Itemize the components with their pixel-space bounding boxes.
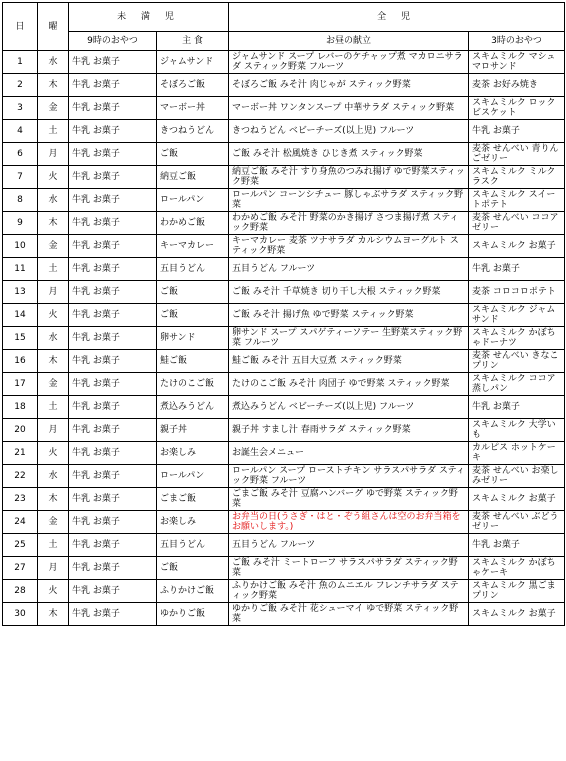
- day-cell: 8: [3, 189, 38, 212]
- three-oclock-snack-cell: スキムミルク お菓子: [469, 603, 565, 626]
- day-cell: 7: [3, 166, 38, 189]
- three-oclock-snack-cell: スキムミルク 黒ごまプリン: [469, 580, 565, 603]
- main-food-cell: お楽しみ: [157, 511, 229, 534]
- nine-oclock-snack-cell: 牛乳 お菓子: [69, 534, 157, 557]
- weekday-cell: 金: [38, 511, 69, 534]
- header-main-food: 主 食: [157, 32, 229, 51]
- three-oclock-snack-cell: スキムミルク ロックビスケット: [469, 97, 565, 120]
- lunch-menu-cell: ご飯 みそ汁 揚げ魚 ゆで野菜 スティック野菜: [229, 304, 469, 327]
- lunch-menu-cell: キーマカレー 麦茶 ツナサラダ カルシウムヨーグルト スティック野菜: [229, 235, 469, 258]
- weekday-cell: 土: [38, 258, 69, 281]
- weekday-cell: 木: [38, 74, 69, 97]
- lunch-menu-cell: わかめご飯 みそ汁 野菜のかき揚げ さつま揚げ煮 スティック野菜: [229, 212, 469, 235]
- weekday-cell: 木: [38, 488, 69, 511]
- three-oclock-snack-cell: 牛乳 お菓子: [469, 120, 565, 143]
- lunch-menu-cell: ロールパン コーンシチュー 豚しゃぶサラダ スティック野菜: [229, 189, 469, 212]
- header-lunch-menu: お昼の献立: [229, 32, 469, 51]
- table-row: [3, 166, 565, 189]
- day-cell: 30: [3, 603, 38, 626]
- table-row: [3, 281, 565, 304]
- day-cell: 16: [3, 350, 38, 373]
- lunch-menu-cell: たけのこご飯 みそ汁 肉団子 ゆで野菜 スティック野菜: [229, 373, 469, 396]
- header-day: 日: [3, 3, 38, 51]
- weekday-cell: 木: [38, 603, 69, 626]
- main-food-cell: たけのこご飯: [157, 373, 229, 396]
- day-cell: 18: [3, 396, 38, 419]
- lunch-menu-cell: ふりかけご飯 みそ汁 魚のムニエル フレンチサラダ スティック野菜: [229, 580, 469, 603]
- main-food-cell: マーボー丼: [157, 97, 229, 120]
- main-food-cell: きつねうどん: [157, 120, 229, 143]
- table-row: [3, 396, 565, 419]
- three-oclock-snack-cell: スキムミルク お菓子: [469, 488, 565, 511]
- weekday-cell: 木: [38, 212, 69, 235]
- main-food-cell: 煮込みうどん: [157, 396, 229, 419]
- menu-table: [2, 2, 565, 626]
- lunch-menu-cell: 鮭ご飯 みそ汁 五目大豆煮 スティック野菜: [229, 350, 469, 373]
- day-cell: 6: [3, 143, 38, 166]
- nine-oclock-snack-cell: 牛乳 お菓子: [69, 235, 157, 258]
- nine-oclock-snack-cell: 牛乳 お菓子: [69, 603, 157, 626]
- nine-oclock-snack-cell: 牛乳 お菓子: [69, 212, 157, 235]
- nine-oclock-snack-cell: 牛乳 お菓子: [69, 51, 157, 74]
- header-3oclock-snack: 3時のおやつ: [469, 32, 565, 51]
- day-cell: 22: [3, 465, 38, 488]
- day-cell: 3: [3, 97, 38, 120]
- three-oclock-snack-cell: スキムミルク ココア蒸しパン: [469, 373, 565, 396]
- lunch-menu-cell: 五目うどん フルーツ: [229, 534, 469, 557]
- main-food-cell: ごまご飯: [157, 488, 229, 511]
- main-food-cell: ご飯: [157, 281, 229, 304]
- three-oclock-snack-cell: スキムミルク 大学いも: [469, 419, 565, 442]
- nine-oclock-snack-cell: 牛乳 お菓子: [69, 511, 157, 534]
- day-cell: 2: [3, 74, 38, 97]
- weekday-cell: 木: [38, 350, 69, 373]
- nine-oclock-snack-cell: 牛乳 お菓子: [69, 419, 157, 442]
- table-row: [3, 488, 565, 511]
- table-row: [3, 350, 565, 373]
- nine-oclock-snack-cell: 牛乳 お菓子: [69, 350, 157, 373]
- nine-oclock-snack-cell: 牛乳 お菓子: [69, 166, 157, 189]
- main-food-cell: わかめご飯: [157, 212, 229, 235]
- main-food-cell: 鮭ご飯: [157, 350, 229, 373]
- main-food-cell: 卵サンド: [157, 327, 229, 350]
- lunch-menu-cell: 五目うどん フルーツ: [229, 258, 469, 281]
- nine-oclock-snack-cell: 牛乳 お菓子: [69, 557, 157, 580]
- nine-oclock-snack-cell: 牛乳 お菓子: [69, 304, 157, 327]
- lunch-menu-cell: ごまご飯 みそ汁 豆腐ハンバーグ ゆで野菜 スティック野菜: [229, 488, 469, 511]
- weekday-cell: 水: [38, 189, 69, 212]
- weekday-cell: 月: [38, 143, 69, 166]
- nine-oclock-snack-cell: 牛乳 お菓子: [69, 488, 157, 511]
- menu-rows: [3, 51, 565, 626]
- day-cell: 28: [3, 580, 38, 603]
- lunch-menu-cell: 煮込みうどん ベビーチーズ(以上児) フルーツ: [229, 396, 469, 419]
- nine-oclock-snack-cell: 牛乳 お菓子: [69, 327, 157, 350]
- weekday-cell: 金: [38, 373, 69, 396]
- table-row: [3, 373, 565, 396]
- main-food-cell: お楽しみ: [157, 442, 229, 465]
- main-food-cell: ロールパン: [157, 189, 229, 212]
- weekday-cell: 月: [38, 281, 69, 304]
- day-cell: 17: [3, 373, 38, 396]
- day-cell: 25: [3, 534, 38, 557]
- day-cell: 24: [3, 511, 38, 534]
- table-row: [3, 557, 565, 580]
- nine-oclock-snack-cell: 牛乳 お菓子: [69, 189, 157, 212]
- table-row: [3, 511, 565, 534]
- three-oclock-snack-cell: 麦茶 お好み焼き: [469, 74, 565, 97]
- lunch-menu-cell: ご飯 みそ汁 千草焼き 切り干し大根 スティック野菜: [229, 281, 469, 304]
- main-food-cell: 親子丼: [157, 419, 229, 442]
- three-oclock-snack-cell: 牛乳 お菓子: [469, 534, 565, 557]
- weekday-cell: 火: [38, 442, 69, 465]
- header-9oclock-snack: 9時のおやつ: [69, 32, 157, 51]
- three-oclock-snack-cell: スキムミルク かぼちゃドーナツ: [469, 327, 565, 350]
- table-row: [3, 212, 565, 235]
- three-oclock-snack-cell: 麦茶 コロコロポテト: [469, 281, 565, 304]
- three-oclock-snack-cell: スキムミルク ジャムサンド: [469, 304, 565, 327]
- main-food-cell: ふりかけご飯: [157, 580, 229, 603]
- nine-oclock-snack-cell: 牛乳 お菓子: [69, 373, 157, 396]
- main-food-cell: 五目うどん: [157, 258, 229, 281]
- lunch-menu-cell: お誕生会メニュー: [229, 442, 469, 465]
- day-cell: 14: [3, 304, 38, 327]
- nine-oclock-snack-cell: 牛乳 お菓子: [69, 74, 157, 97]
- main-food-cell: ご飯: [157, 557, 229, 580]
- table-row: [3, 442, 565, 465]
- day-cell: 23: [3, 488, 38, 511]
- table-row: [3, 603, 565, 626]
- day-cell: 15: [3, 327, 38, 350]
- lunch-menu-cell: ロールパン スープ ローストチキン サラスパサラダ スティック野菜 フルーツ: [229, 465, 469, 488]
- lunch-menu-cell: ゆかりご飯 みそ汁 花シューマイ ゆで野菜 スティック野菜: [229, 603, 469, 626]
- weekday-cell: 火: [38, 580, 69, 603]
- three-oclock-snack-cell: カルピス ホットケーキ: [469, 442, 565, 465]
- table-row: [3, 327, 565, 350]
- three-oclock-snack-cell: 牛乳 お菓子: [469, 396, 565, 419]
- table-row: [3, 143, 565, 166]
- day-cell: 10: [3, 235, 38, 258]
- three-oclock-snack-cell: 牛乳 お菓子: [469, 258, 565, 281]
- table-row: [3, 534, 565, 557]
- weekday-cell: 土: [38, 120, 69, 143]
- nine-oclock-snack-cell: 牛乳 お菓子: [69, 396, 157, 419]
- table-row: [3, 258, 565, 281]
- lunch-menu-cell: ご飯 みそ汁 ミートローフ サラスパサラダ スティック野菜: [229, 557, 469, 580]
- table-row: [3, 465, 565, 488]
- weekday-cell: 土: [38, 534, 69, 557]
- three-oclock-snack-cell: スキムミルク マシュマロサンド: [469, 51, 565, 74]
- nine-oclock-snack-cell: 牛乳 お菓子: [69, 465, 157, 488]
- day-cell: 4: [3, 120, 38, 143]
- three-oclock-snack-cell: 麦茶 せんべい 青りんごゼリー: [469, 143, 565, 166]
- main-food-cell: ご飯: [157, 143, 229, 166]
- lunch-menu-cell: 納豆ご飯 みそ汁 すり身魚のつみれ揚げ ゆで野菜スティック野菜: [229, 166, 469, 189]
- three-oclock-snack-cell: スキムミルク ミルクラスク: [469, 166, 565, 189]
- nine-oclock-snack-cell: 牛乳 お菓子: [69, 281, 157, 304]
- weekday-cell: 水: [38, 327, 69, 350]
- lunch-menu-cell: そぼろご飯 みそ汁 肉じゃが スティック野菜: [229, 74, 469, 97]
- three-oclock-snack-cell: スキムミルク スイートポテト: [469, 189, 565, 212]
- weekday-cell: 月: [38, 557, 69, 580]
- day-cell: 21: [3, 442, 38, 465]
- nine-oclock-snack-cell: 牛乳 お菓子: [69, 143, 157, 166]
- three-oclock-snack-cell: 麦茶 せんべい ぶどうゼリー: [469, 511, 565, 534]
- main-food-cell: ゆかりご飯: [157, 603, 229, 626]
- three-oclock-snack-cell: スキムミルク お菓子: [469, 235, 565, 258]
- main-food-cell: キーマカレー: [157, 235, 229, 258]
- three-oclock-snack-cell: スキムミルク かぼちゃケーキ: [469, 557, 565, 580]
- table-row: [3, 235, 565, 258]
- lunch-menu-cell: 親子丼 すまし汁 春雨サラダ スティック野菜: [229, 419, 469, 442]
- lunch-menu-cell: 卵サンド スープ スパゲティーソテー 生野菜スティック野菜 フルーツ: [229, 327, 469, 350]
- three-oclock-snack-cell: 麦茶 せんべい お楽しみゼリー: [469, 465, 565, 488]
- weekday-cell: 水: [38, 465, 69, 488]
- day-cell: 1: [3, 51, 38, 74]
- three-oclock-snack-cell: 麦茶 せんべい ココアゼリー: [469, 212, 565, 235]
- lunch-menu-cell: きつねうどん ベビーチーズ(以上児) フルーツ: [229, 120, 469, 143]
- header-group-all: 全 児: [229, 3, 565, 32]
- main-food-cell: ロールパン: [157, 465, 229, 488]
- main-food-cell: ジャムサンド: [157, 51, 229, 74]
- weekday-cell: 土: [38, 396, 69, 419]
- header-weekday: 曜: [38, 3, 69, 51]
- table-row: [3, 189, 565, 212]
- day-cell: 11: [3, 258, 38, 281]
- table-row: [3, 51, 565, 74]
- day-cell: 9: [3, 212, 38, 235]
- table-row: [3, 74, 565, 97]
- weekday-cell: 火: [38, 166, 69, 189]
- main-food-cell: そぼろご飯: [157, 74, 229, 97]
- day-cell: 13: [3, 281, 38, 304]
- lunch-menu-cell: ジャムサンド スープ レバーのケチャップ煮 マカロニサラダ スティック野菜 フルーツ: [229, 51, 469, 74]
- main-food-cell: 納豆ご飯: [157, 166, 229, 189]
- nine-oclock-snack-cell: 牛乳 お菓子: [69, 120, 157, 143]
- lunch-menu-cell: マーボー丼 ワンタンスープ 中華サラダ スティック野菜: [229, 97, 469, 120]
- table-row: [3, 419, 565, 442]
- weekday-cell: 火: [38, 304, 69, 327]
- table-row: [3, 120, 565, 143]
- nine-oclock-snack-cell: 牛乳 お菓子: [69, 258, 157, 281]
- day-cell: 20: [3, 419, 38, 442]
- lunch-menu-cell: お弁当の日(うさぎ・はと・ぞう組さんは空のお弁当箱をお願いします。): [229, 511, 469, 534]
- nine-oclock-snack-cell: 牛乳 お菓子: [69, 442, 157, 465]
- table-row: [3, 580, 565, 603]
- weekday-cell: 金: [38, 97, 69, 120]
- weekday-cell: 金: [38, 235, 69, 258]
- table-row: [3, 97, 565, 120]
- main-food-cell: ご飯: [157, 304, 229, 327]
- nine-oclock-snack-cell: 牛乳 お菓子: [69, 580, 157, 603]
- lunch-menu-cell: ご飯 みそ汁 松風焼き ひじき煮 スティック野菜: [229, 143, 469, 166]
- day-cell: 27: [3, 557, 38, 580]
- three-oclock-snack-cell: 麦茶 せんべい きなこプリン: [469, 350, 565, 373]
- main-food-cell: 五目うどん: [157, 534, 229, 557]
- header-group-young: 未 満 児: [69, 3, 229, 32]
- weekday-cell: 水: [38, 51, 69, 74]
- table-row: [3, 304, 565, 327]
- nine-oclock-snack-cell: 牛乳 お菓子: [69, 97, 157, 120]
- weekday-cell: 月: [38, 419, 69, 442]
